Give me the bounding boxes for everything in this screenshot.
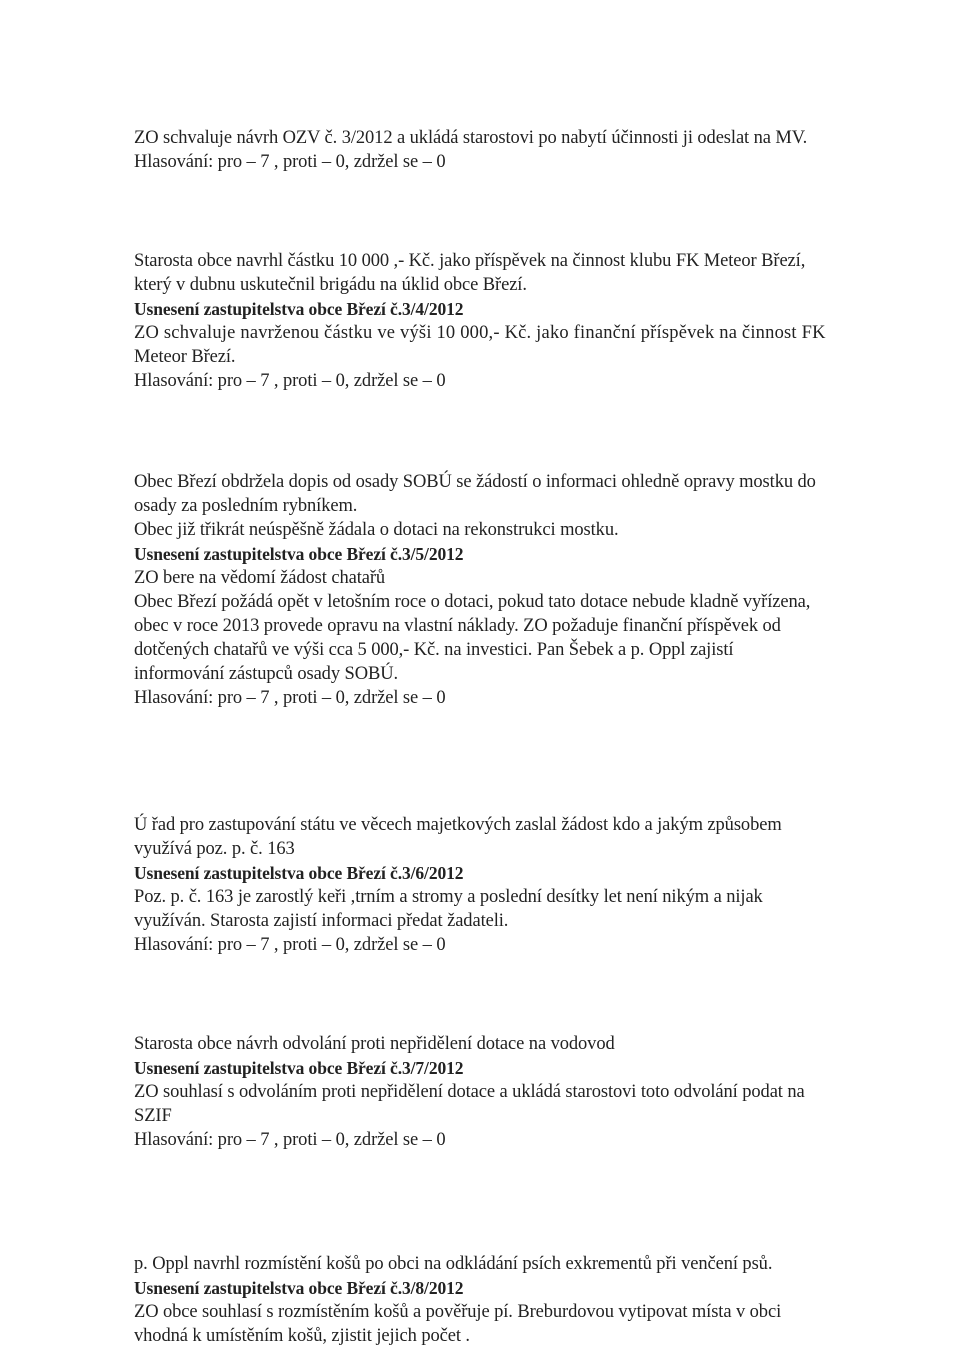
vote-result: Hlasování: pro – 7 , proti – 0, zdržel se – 0 [134,1130,446,1150]
paragraph-line: Poz. p. č. 163 je zarostlý keři ,trním a stromy a poslední desítky let není nikým a nijak [134,887,763,907]
paragraph-line: informování zástupců osady SOBÚ. [134,664,398,684]
vote-result: Hlasování: pro – 7 , proti – 0, zdržel se – 0 [134,152,446,172]
section-parcel-163 [134,813,949,957]
paragraph-line: Obec již třikrát neúspěšně žádala o dotaci na rekonstrukci mostku. [134,520,619,540]
paragraph-line: ZO souhlasí s odvoláním proti nepřidělení dotace a ukládá starostovi toto odvolání podat na [134,1082,805,1102]
paragraph-line: SZIF [134,1106,172,1126]
paragraph-line: využíván. Starosta zajistí informaci předat žadateli. [134,911,509,931]
section-dog-waste-bins [134,1252,949,1348]
paragraph-line: ZO schvaluje navrženou částku ve výši 10 000,- Kč. jako finanční příspěvek na činnost FK [134,323,826,343]
paragraph-line: Starosta obce návrh odvolání proti nepřidělení dotace na vodovod [134,1034,615,1054]
paragraph-line: Ú řad pro zastupování státu ve věcech majetkových zaslal žádost kdo a jakým způsobem [134,815,782,835]
paragraph-line: Starosta obce navrhl částku 10 000 ,- Kč. jako příspěvek na činnost klubu FK Meteor Březí, [134,251,806,271]
paragraph-line: ZO bere na vědomí žádost chatařů [134,568,386,588]
paragraph-line: dotčených chatařů ve výši cca 5 000,- Kč. na investici. Pan Šebek a p. Oppl zajistí [134,640,734,660]
resolution-heading: Usnesení zastupitelstva obce Březí č.3/4/2012 [134,299,464,319]
section-fk-meteor-contribution [134,249,949,393]
paragraph-line: Obec Březí obdržela dopis od osady SOBÚ se žádostí o informaci ohledně opravy mostku do [134,472,816,492]
vote-result: Hlasování: pro – 7 , proti – 0, zdržel se – 0 [134,371,446,391]
paragraph-line: který v dubnu uskutečnil brigádu na úklid obce Březí. [134,275,527,295]
section-water-grant-appeal [134,1032,949,1152]
paragraph-line: využívá poz. p. č. 163 [134,839,295,859]
resolution-heading: Usnesení zastupitelstva obce Březí č.3/8/2012 [134,1278,464,1298]
resolution-heading: Usnesení zastupitelstva obce Březí č.3/5/2012 [134,544,464,564]
section-ozv-approval [134,126,949,174]
paragraph-line: Obec Březí požádá opět v letošním roce o dotaci, pokud tato dotace nebude kladně vyřízena, [134,592,811,612]
resolution-heading: Usnesení zastupitelstva obce Březí č.3/6/2012 [134,863,464,883]
paragraph-line: obec v roce 2013 provede opravu na vlastní náklady. ZO požaduje finanční příspěvek od [134,616,781,636]
section-sobu-bridge [134,470,949,710]
paragraph-line: Meteor Březí. [134,347,236,367]
resolution-heading: Usnesení zastupitelstva obce Březí č.3/7/2012 [134,1058,464,1078]
vote-result: Hlasování: pro – 7 , proti – 0, zdržel se – 0 [134,688,446,708]
paragraph-line: ZO schvaluje návrh OZV č. 3/2012 a ukládá starostovi po nabytí účinnosti ji odeslat na MV. [134,128,808,148]
paragraph-line: vhodná k umístěním košů, zjistit jejich počet . [134,1326,470,1346]
paragraph-line: p. Oppl navrhl rozmístění košů po obci na odkládání psích exkrementů při venčení psů. [134,1254,773,1274]
paragraph-line: osady za posledním rybníkem. [134,496,358,516]
paragraph-line: ZO obce souhlasí s rozmístěním košů a pověřuje pí. Breburdovou vytipovat místa v obci [134,1302,782,1322]
vote-result: Hlasování: pro – 7 , proti – 0, zdržel se – 0 [134,935,446,955]
